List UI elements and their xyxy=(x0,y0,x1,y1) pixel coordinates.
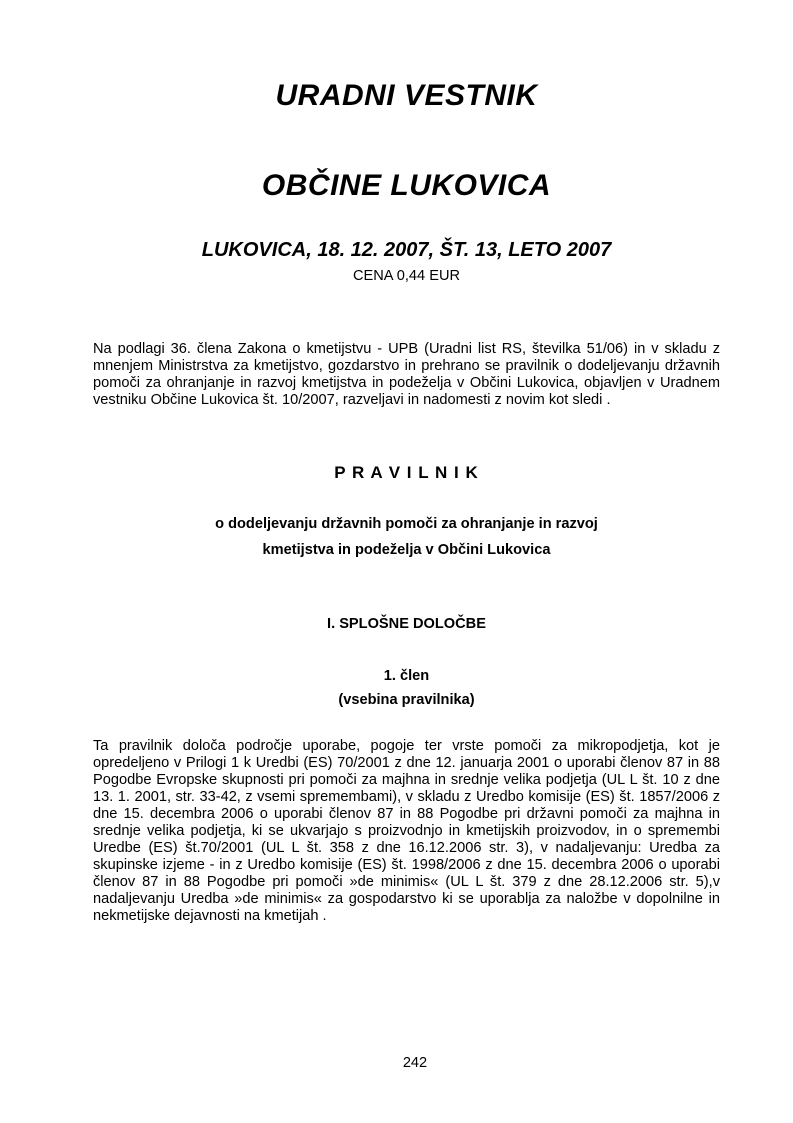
content-column xyxy=(93,0,720,925)
regulation-subtitle-line1: o dodeljevanju državnih pomoči za ohranjanje in razvoj xyxy=(215,516,598,532)
article-title: (vsebina pravilnika) xyxy=(338,692,475,708)
page-number: 242 xyxy=(402,1055,428,1071)
gazette-title-line1: URADNI VESTNIK xyxy=(275,79,538,112)
preamble-paragraph: Na podlagi 36. člena Zakona o kmetijstvu - UPB (Uradni list RS, številka 51/06) in v skladu z mnenjem Ministrstva za kmetijstvo, gozdarstvo in prehrano se pravilnik o dodeljevanju državnih pomoči za ohranjanje in razvoj kmetijstva in podeželja v Občini Lukovica, objavljen v Uradnem vestniku Občine Lukovica št. 10/2007, razveljavi in nadomesti z novim kot sledi . xyxy=(93,341,720,408)
gazette-title-line2: OBČINE LUKOVICA xyxy=(261,169,552,202)
price-line: CENA 0,44 EUR xyxy=(352,268,461,284)
regulation-title: P R A V I L N I K xyxy=(334,463,479,482)
regulation-subtitle-line2: kmetijstva in podeželja v Občini Lukovica xyxy=(262,542,551,558)
article-body-paragraph: Ta pravilnik določa področje uporabe, pogoje ter vrste pomoči za mikropodjetja, kot je opredeljeno v Prilogi 1 k Uredbi (ES) 70/2001 z dne 12. januarja 2001 o uporabi členov 87 in 88 Pogodbe Evropske skupnosti pri pomoči za majhna in srednje velika podjetja (UL L št. 10 z dne 13. 1. 2001, str. 33-42, z vsemi spremembami), v skladu z Uredbo komisije (ES) št. 1857/2006 z dne 15. decembra 2006 o uporabi členov 87 in 88 Pogodbe pri državni pomoči za majhna in srednje velika podjetja, ki se ukvarjajo s proizvodnjo in kmetijskih proizvodov, in o spremembi Uredbe (ES) št.70/2001 (UL L št. 358 z dne 16.12.2006 str. 3), v nadaljevanju: Uredba za skupinske izjeme - in z Uredbo komisije (ES) št. 1998/2006 z dne 15. decembra 2006 o uporabi členov 87 in 88 Pogodbe pri pomoči »de minimis« (UL L št. 379 z dne 28.12.2006 str. 5),v nadaljevanju Uredba »de minimis« za gospodarstvo ki se uporablja za naložbe v dopolnilne in nekmetijske dejavnosti na kmetijah . xyxy=(93,738,720,924)
issue-info-line: LUKOVICA, 18. 12. 2007, ŠT. 13, LETO 2007 xyxy=(201,239,612,261)
masthead xyxy=(93,78,720,285)
article-number: 1. člen xyxy=(383,668,430,684)
section-heading: I. SPLOŠNE DOLOČBE xyxy=(327,616,486,632)
